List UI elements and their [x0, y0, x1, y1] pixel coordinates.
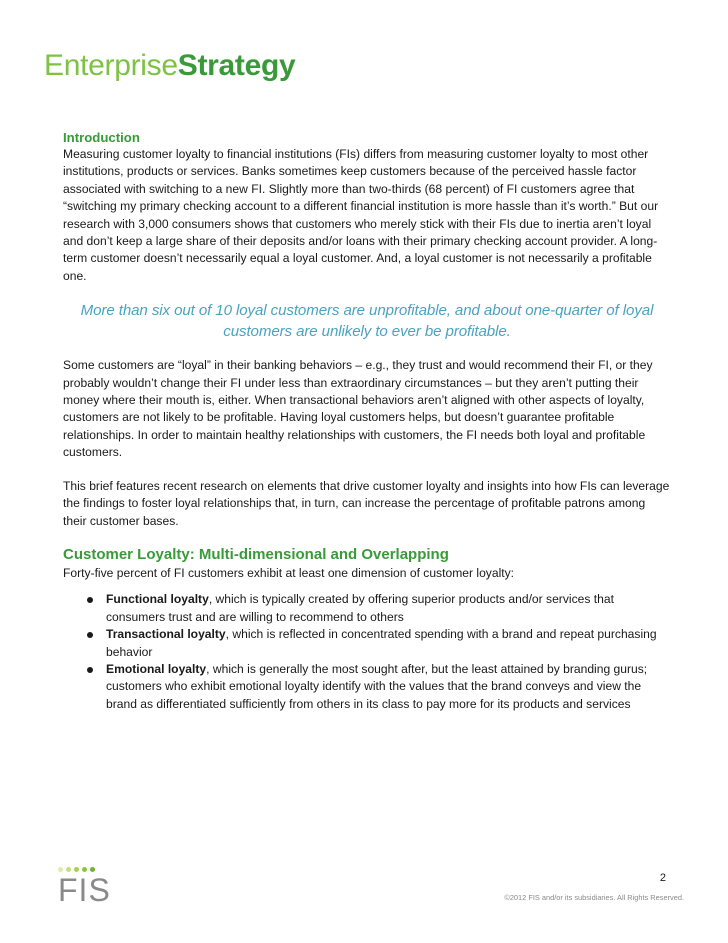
body-paragraph-brief-overview: This brief features recent research on elements that drive customer loyalty and insights into how FIs can leverage the findings to foster loyal relationships that, in turn, can increase the percentage of profitable patrons among their customer bases. [63, 478, 670, 528]
section-intro: Forty-five percent of FI customers exhibit at least one dimension of customer loyalty: [63, 565, 515, 580]
introduction-paragraph: Measuring customer loyalty to financial institutions (FIs) differs from measuring customer loyalty to most other institutions, products or services. Banks sometimes keep customers because of the perceived hassle factor associated with switching to a new FI. Slightly more than two-thirds (68 percent) of FI customers agree that “switching my primary checking account to a different financial institution is more hassle than it’s worth.” But our research with 3,000 consumers shows that customers who merely stick with their FIs due to inertia aren’t loyal and don’t keep a large share of their deposits and/or loans with their primary checking account provider. A long-term customer doesn’t necessarily equal a loyal customer. And, a loyal customer is not necessarily a profitable one. [63, 147, 659, 283]
fis-logo-text: FIS [58, 872, 111, 908]
introduction-heading: Introduction [63, 130, 140, 145]
enterprise-strategy-logo [44, 48, 295, 84]
pull-quote: More than six out of 10 loyal customers are unprofitable, and about one-quarter of loyal customers are unlikely to ever be profitable. [80, 302, 654, 341]
term-emotional-loyalty: Emotional loyalty [106, 661, 207, 676]
page-number: 2 [659, 872, 666, 884]
logo-word-enterprise: Enterprise [44, 49, 178, 82]
description-functional-loyalty: , which is typically created by offering superior products and/or services that consumers trust and are willing to recommend to others [106, 592, 614, 624]
logo-word-strategy: Strategy [177, 49, 296, 82]
term-functional-loyalty: Functional loyalty [106, 592, 209, 607]
list-item-transactional-loyalty [63, 626, 671, 661]
section-heading-customer-loyalty: Customer Loyalty: Multi-dimensional and Overlapping [63, 545, 449, 563]
copyright-notice: ©2012 FIS and/or its subsidiaries. All Rights Reserved. [504, 893, 684, 902]
document-body [63, 129, 671, 713]
fis-logo [58, 867, 134, 907]
description-transactional-loyalty: , which is reflected in concentrated spending with a brand and repeat purchasing behavior [106, 627, 657, 659]
description-emotional-loyalty: , which is generally the most sought after, but the least attained by branding gurus; customers who exhibit emotional loyalty identify with the values that the brand conveys and view the brand as differentiated sufficiently from others in its class to pay more for its products and services [106, 661, 648, 711]
loyalty-dimensions-list [63, 591, 671, 713]
list-item-emotional-loyalty [63, 661, 671, 713]
term-transactional-loyalty: Transactional loyalty [106, 627, 226, 642]
body-paragraph-loyal-behaviors: Some customers are “loyal” in their banking behaviors – e.g., they trust and would recommend their FI, or they probably wouldn’t change their FI under less than extraordinary circumstances – but they aren’t putting their money where their mouth is, either. When transactional behaviors aren’t aligned with other aspects of loyalty, customers are not likely to be profitable. Having loyal customers helps, but doesn’t guarantee profitable relationships. In order to maintain healthy relationships with customers, the FI needs both loyal and profitable customers. [63, 358, 653, 460]
list-item-functional-loyalty [63, 591, 671, 626]
